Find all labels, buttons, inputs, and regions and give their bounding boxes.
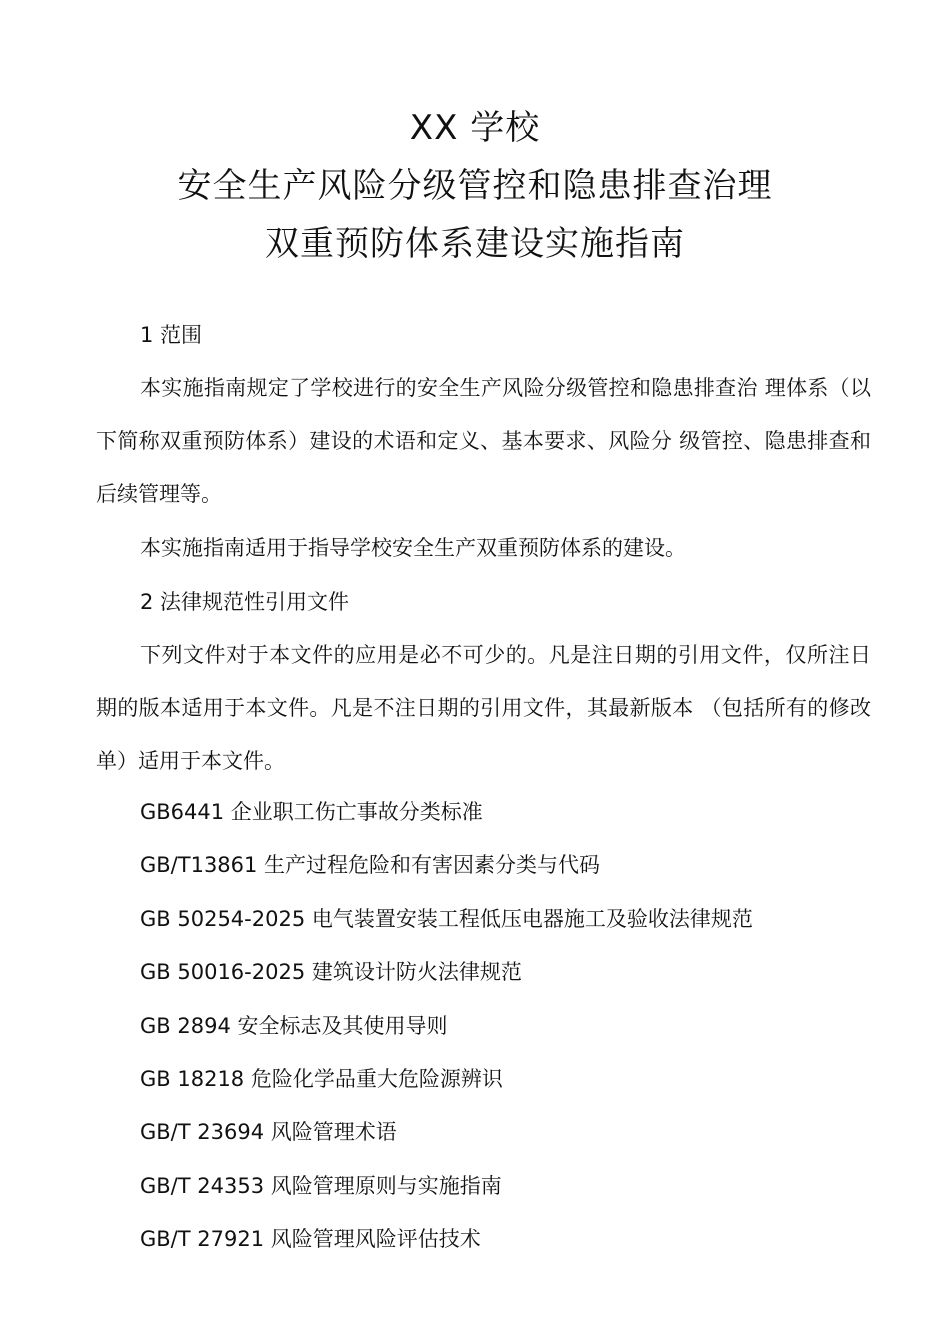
reference-item: GB6441 企业职工伤亡事故分类标准 bbox=[140, 800, 483, 824]
paragraph-scope-definition: 本实施指南规定了学校进行的安全生产风险分级管控和隐患排查治 理体系（以下简称双重预防体系）建设的术语和定义、基本要求、风险分 级管控、隐患排查和后续管理等。 bbox=[96, 376, 871, 506]
title-line-school: XX 学校 bbox=[409, 108, 541, 148]
section-heading-references: 2 法律规范性引用文件 bbox=[140, 590, 350, 614]
title-line-main: 安全生产风险分级管控和隐患排查治理 bbox=[177, 166, 773, 206]
paragraph-scope-applicability: 本实施指南适用于指导学校安全生产双重预防体系的建设。 bbox=[140, 536, 686, 560]
reference-item: GB 18218 危险化学品重大危险源辨识 bbox=[140, 1066, 503, 1091]
reference-list bbox=[140, 797, 753, 1278]
reference-item: GB/T 24353 风险管理原则与实施指南 bbox=[140, 1173, 502, 1198]
section-heading-scope: 1 范围 bbox=[140, 323, 203, 347]
reference-item: GB 50254-2025 电气装置安装工程低压电器施工及验收法律规范 bbox=[140, 906, 753, 931]
reference-item: GB 2894 安全标志及其使用导则 bbox=[140, 1013, 448, 1038]
paragraph-references-intro: 下列文件对于本文件的应用是必不可少的。凡是注日期的引用文件，仅所注日期的版本适用于本文件。凡是不注日期的引用文件，其最新版本 （包括所有的修改单）适用于本文件。 bbox=[96, 643, 871, 773]
reference-item: GB 50016-2025 建筑设计防火法律规范 bbox=[140, 960, 522, 985]
reference-item: GB/T13861 生产过程危险和有害因素分类与代码 bbox=[140, 853, 601, 878]
reference-item: GB/T 23694 风险管理术语 bbox=[140, 1120, 397, 1145]
document-title bbox=[0, 102, 950, 270]
reference-item: GB/T 27921 风险管理风险评估技术 bbox=[140, 1227, 481, 1252]
title-line-sub: 双重预防体系建设实施指南 bbox=[265, 224, 685, 264]
